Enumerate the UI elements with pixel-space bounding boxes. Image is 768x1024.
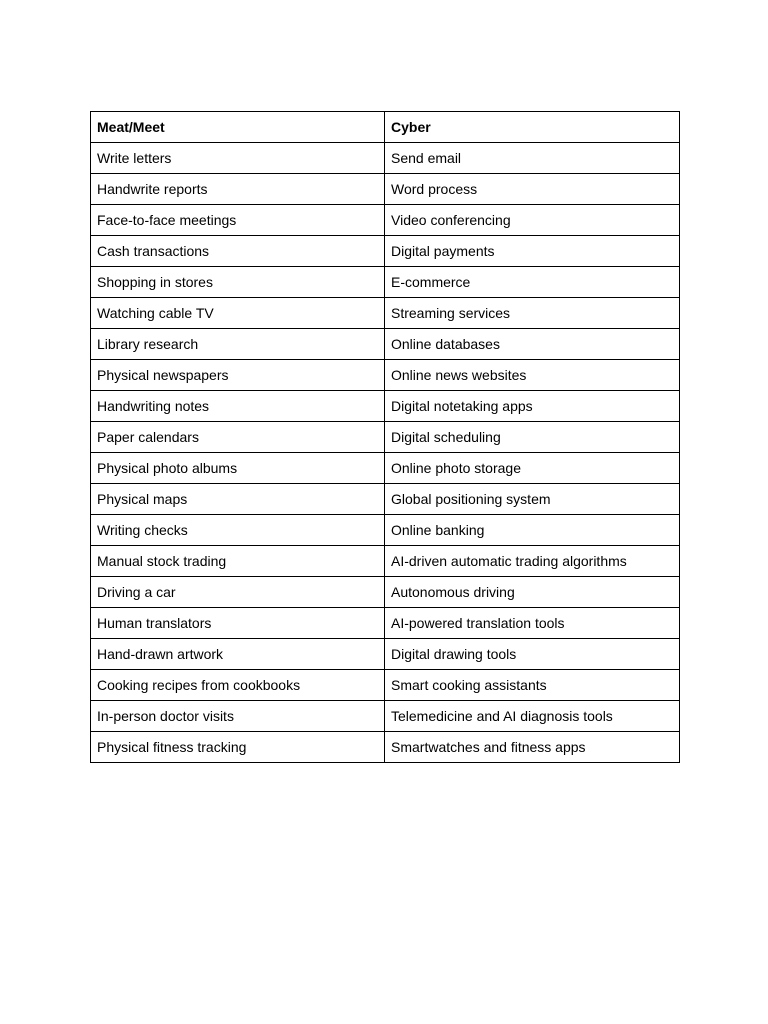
table-row (91, 174, 680, 205)
cyber-cell: Smart cooking assistants (385, 670, 680, 701)
header-meat-meet: Meat/Meet (91, 112, 385, 143)
meat-cell: Physical photo albums (91, 453, 385, 484)
meat-cell: Shopping in stores (91, 267, 385, 298)
table-row (91, 236, 680, 267)
meat-cell: Cooking recipes from cookbooks (91, 670, 385, 701)
table-body (91, 143, 680, 763)
cyber-cell: Digital scheduling (385, 422, 680, 453)
table-row (91, 484, 680, 515)
cyber-cell: E-commerce (385, 267, 680, 298)
table-row (91, 639, 680, 670)
meat-cell: Physical fitness tracking (91, 732, 385, 763)
cyber-cell: AI-driven automatic trading algorithms (385, 546, 680, 577)
cyber-cell: Digital notetaking apps (385, 391, 680, 422)
meat-cell: Physical newspapers (91, 360, 385, 391)
table-row (91, 732, 680, 763)
table-row (91, 515, 680, 546)
table-header-row (91, 112, 680, 143)
meat-cell: Paper calendars (91, 422, 385, 453)
table-row (91, 546, 680, 577)
table-row (91, 670, 680, 701)
table-row (91, 391, 680, 422)
comparison-table (90, 111, 680, 763)
cyber-cell: Streaming services (385, 298, 680, 329)
cyber-cell: Video conferencing (385, 205, 680, 236)
cyber-cell: Digital drawing tools (385, 639, 680, 670)
cyber-cell: Online banking (385, 515, 680, 546)
meat-cell: Handwriting notes (91, 391, 385, 422)
cyber-cell: Online news websites (385, 360, 680, 391)
meat-cell: Physical maps (91, 484, 385, 515)
table-row (91, 453, 680, 484)
cyber-cell: Online databases (385, 329, 680, 360)
table-row (91, 298, 680, 329)
table-row (91, 701, 680, 732)
table-row (91, 577, 680, 608)
meat-cell: Cash transactions (91, 236, 385, 267)
meat-cell: In-person doctor visits (91, 701, 385, 732)
meat-cell: Manual stock trading (91, 546, 385, 577)
table-row (91, 267, 680, 298)
cyber-cell: Global positioning system (385, 484, 680, 515)
table-row (91, 608, 680, 639)
header-cyber: Cyber (385, 112, 680, 143)
meat-cell: Library research (91, 329, 385, 360)
table-row (91, 143, 680, 174)
cyber-cell: AI-powered translation tools (385, 608, 680, 639)
cyber-cell: Digital payments (385, 236, 680, 267)
cyber-cell: Autonomous driving (385, 577, 680, 608)
meat-cell: Human translators (91, 608, 385, 639)
cyber-cell: Online photo storage (385, 453, 680, 484)
meat-cell: Handwrite reports (91, 174, 385, 205)
meat-cell: Driving a car (91, 577, 385, 608)
cyber-cell: Word process (385, 174, 680, 205)
cyber-cell: Smartwatches and fitness apps (385, 732, 680, 763)
meat-cell: Write letters (91, 143, 385, 174)
cyber-cell: Telemedicine and AI diagnosis tools (385, 701, 680, 732)
meat-cell: Writing checks (91, 515, 385, 546)
table-row (91, 360, 680, 391)
table-row (91, 422, 680, 453)
table-row (91, 205, 680, 236)
meat-cell: Watching cable TV (91, 298, 385, 329)
meat-cell: Face-to-face meetings (91, 205, 385, 236)
table-row (91, 329, 680, 360)
meat-cell: Hand-drawn artwork (91, 639, 385, 670)
cyber-cell: Send email (385, 143, 680, 174)
